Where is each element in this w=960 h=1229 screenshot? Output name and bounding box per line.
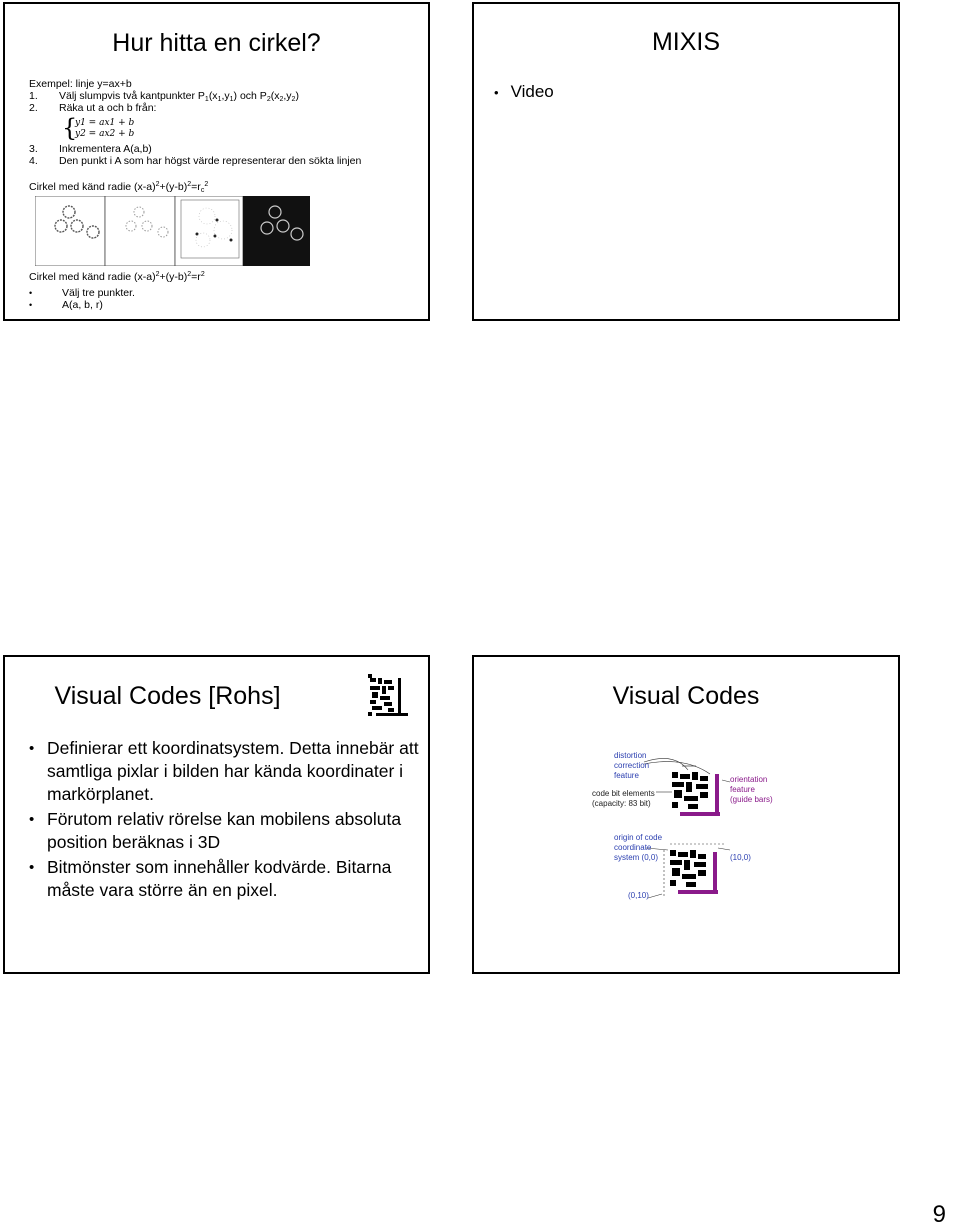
video-bullet: • Video — [494, 82, 554, 102]
slide-title: Visual Codes [Rohs] — [54, 682, 281, 710]
label-guide-bars: (guide bars) — [730, 795, 773, 804]
slide-visual-codes — [472, 655, 900, 974]
label-capacity: (capacity: 83 bit) — [592, 799, 651, 808]
slide-title: MIXIS — [651, 28, 721, 56]
circle-detection-images — [35, 196, 310, 266]
label-zero-ten: (0,10) — [628, 891, 649, 900]
label-feature: feature — [614, 771, 639, 780]
label-system: system (0,0) — [614, 853, 659, 862]
slide-visual-codes-rohs — [3, 655, 430, 974]
slide-title: Hur hitta en cirkel? — [112, 29, 321, 57]
label-feature-2: feature — [730, 785, 755, 794]
step-3: 3. Inkrementera A(a,b) — [29, 143, 152, 155]
known-radius-text-1: Cirkel med känd radie $(x-a)^2+(y-b)^2=r_c^2$ — [29, 181, 209, 194]
visual-codes-bullets — [29, 737, 429, 904]
equation-1: y1 = ax1 + b — [75, 118, 135, 128]
visual-code-diagram — [584, 752, 794, 912]
label-correction: correction — [614, 761, 650, 770]
step-2: 2. Räka ut a och b från: — [29, 102, 157, 114]
page-number: 9 — [932, 1201, 946, 1228]
bullet-item: • Förutom relativ rörelse kan mobilens absoluta position beräknas i 3D — [29, 808, 429, 854]
visual-code-icon — [368, 674, 408, 716]
label-coordinate: coordinate — [614, 843, 652, 852]
label-distortion: distortion — [614, 752, 647, 760]
label-ten-zero: (10,0) — [730, 853, 751, 862]
equation-system — [75, 118, 134, 140]
lower-code — [646, 844, 730, 898]
equation-brace: { — [62, 114, 78, 142]
bullet-item: • Definierar ett koordinatsystem. Detta innebär att samtliga pixlar i bilden har kända koordinater i markörplanet. — [29, 737, 429, 806]
label-orientation: orientation — [730, 775, 768, 784]
bullet-item: • Bitmönster som innehåller kodvärde. Bitarna måste vara större än en pixel. — [29, 856, 429, 902]
bullet-item: • Välj tre punkter. — [29, 287, 135, 299]
slide-mixis — [472, 2, 900, 321]
slide-title: Visual Codes — [612, 682, 760, 710]
equation-2: y2 = ax2 + b — [75, 129, 135, 139]
bullet-item: • A(a, b, r) — [29, 299, 135, 311]
upper-code — [644, 758, 730, 816]
circle-bullets — [29, 287, 135, 311]
known-radius-text-2: Cirkel med känd radie $(x-a)^2+(y-b)^2=r^2$ — [29, 271, 205, 283]
label-code-bit: code bit elements — [592, 789, 655, 798]
step-1: 1. Välj slumpvis två kantpunkter $P_1(x_1,y_1)$ och $P_2(x_2,y_2)$ — [29, 90, 299, 103]
label-origin: origin of code — [614, 833, 663, 842]
slide-hough-circle — [3, 2, 430, 321]
step-4: 4. Den punkt i A som har högst värde representerar den sökta linjen — [29, 155, 362, 167]
example-line: Exempel: linje y=ax+b — [29, 78, 132, 90]
